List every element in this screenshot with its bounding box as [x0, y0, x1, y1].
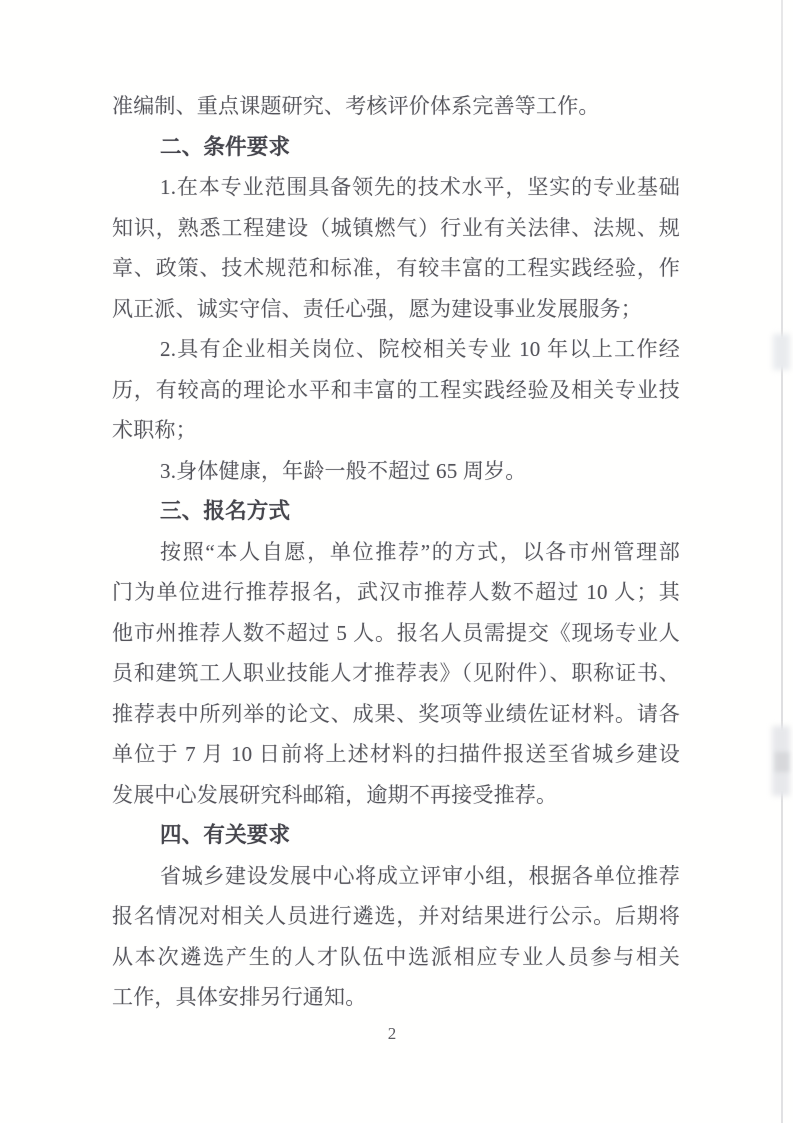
- text-line: 2.具有企业相关岗位、院校相关专业 10 年以上工作经: [160, 337, 680, 361]
- text-line: 章、政策、技术规范和标准，有较丰富的工程实践经验，作: [112, 256, 680, 280]
- text-line: 工作，具体安排另行通知。: [112, 985, 367, 1009]
- text-line: 门为单位进行推荐报名，武汉市推荐人数不超过 10 人；其: [112, 580, 680, 604]
- scan-artifact-smudge: [775, 752, 789, 772]
- text-line: 单位于 7 月 10 日前将上述材料的扫描件报送至省城乡建设: [112, 742, 680, 766]
- text-line: 报名情况对相关人员进行遴选，并对结果进行公示。后期将: [112, 904, 680, 928]
- text-line: 他市州推荐人数不超过 5 人。报名人员需提交《现场专业人: [112, 620, 680, 645]
- section-heading: 三、报名方式: [160, 499, 291, 523]
- text-line: 推荐表中所列举的论文、成果、奖项等业绩佐证材料。请各: [112, 701, 680, 726]
- text-line: 历，有较高的理论水平和丰富的工程实践经验及相关专业技: [112, 377, 680, 402]
- text-line: 按照“本人自愿，单位推荐”的方式，以各市州管理部: [160, 539, 680, 564]
- text-line: 发展中心发展研究科邮箱，逾期不再接受推荐。: [112, 782, 558, 807]
- text-line: 从本次遴选产生的人才队伍中选派相应专业人员参与相关: [112, 944, 680, 969]
- text-line: 知识，熟悉工程建设（城镇燃气）行业有关法律、法规、规: [112, 215, 680, 240]
- text-line: 准编制、重点课题研究、考核评价体系完善等工作。: [112, 94, 600, 118]
- page-number: 2: [387, 1024, 397, 1043]
- scan-artifact-vertical-line: [781, 0, 783, 1123]
- text-line: 1.在本专业范围具备领先的技术水平，坚实的专业基础: [160, 175, 680, 199]
- document-body: [112, 86, 680, 1018]
- text-line: 风正派、诚实守信、责任心强，愿为建设事业发展服务；: [112, 296, 642, 321]
- text-line: 3.身体健康，年龄一般不超过 65 周岁。: [160, 458, 527, 483]
- scan-artifact-smudge: [773, 334, 790, 370]
- text-line: 术职称；: [112, 418, 197, 442]
- section-heading: 四、有关要求: [160, 823, 291, 847]
- text-line: 省城乡建设发展中心将成立评审小组，根据各单位推荐: [160, 863, 680, 888]
- text-line: 员和建筑工人职业技能人才推荐表》（见附件）、职称证书、: [112, 661, 680, 685]
- section-heading: 二、条件要求: [160, 134, 291, 159]
